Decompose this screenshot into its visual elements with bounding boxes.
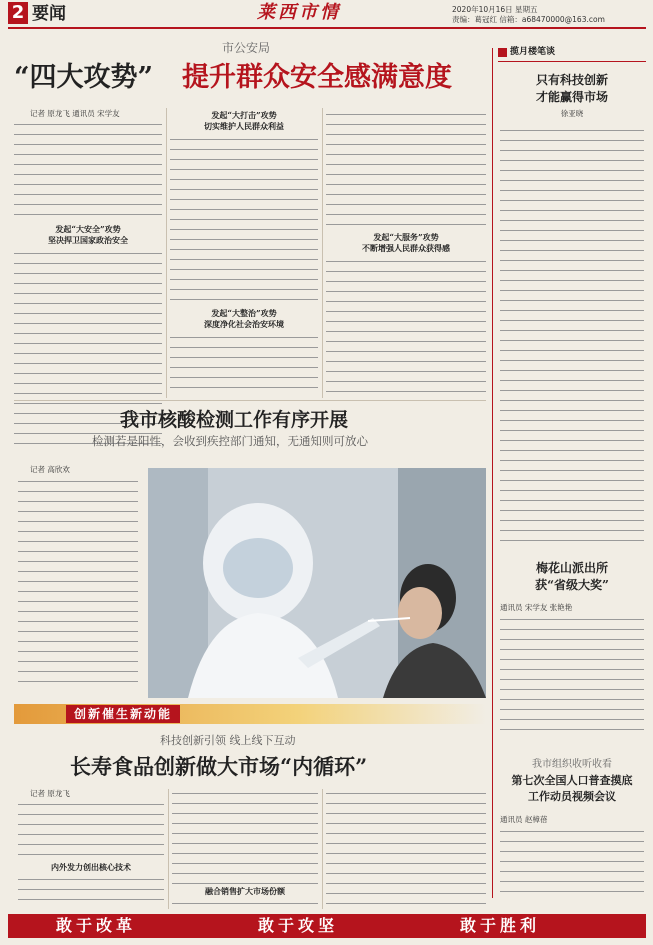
date-line: 2020年10月16日 星期五 — [452, 5, 538, 14]
nucleic-acid-test-photo — [148, 468, 486, 698]
article5-title-b: 工作动员视频会议 — [528, 790, 616, 803]
article3-title-b: 获“省级大奖” — [535, 578, 609, 592]
footer-slogan-3: 敢于胜利 — [460, 916, 541, 935]
section-name: 要闻 — [32, 4, 66, 24]
masthead-logo: 莱西市情 — [257, 2, 341, 23]
editor-line: 责编：葛冠红 信箱：a68470000@163.com — [452, 15, 605, 24]
footer-slogan-2: 敢于攻坚 — [258, 916, 339, 935]
article1-sub4-a: 发起“大服务”攻势 — [373, 232, 439, 242]
column-label-rule — [498, 61, 646, 62]
article2-text — [18, 477, 138, 687]
article1-col2-text-b — [170, 333, 318, 393]
column-text — [500, 126, 644, 546]
divider-v2 — [322, 108, 323, 398]
article1-col3-text-a — [326, 110, 486, 230]
article1-kicker: 市公安局 — [222, 41, 271, 55]
divider-v1 — [166, 108, 167, 398]
article2-top-rule — [14, 400, 486, 401]
article1-sub1-a: 发起“大安全”攻势 — [55, 224, 121, 234]
article2-subtitle: 检测若是阳性，会收到疾控部门通知，无通知则可放心 — [92, 434, 368, 448]
article1-sub3-a: 发起“大整治”攻势 — [211, 308, 277, 318]
article1-title-a: “四大攻势” — [14, 62, 154, 93]
article1-sub3-b: 深度净化社会治安环境 — [204, 319, 284, 329]
article3-byline: 通讯员 宋学友 张艳艳 — [500, 603, 573, 612]
column-author: 徐亚晓 — [560, 109, 584, 118]
article2-byline: 记者 高欣欢 — [30, 465, 70, 474]
article1-col3-text-b — [326, 257, 486, 393]
divider-v4 — [322, 789, 323, 909]
article5-title-a: 第七次全国人口普查摸底 — [511, 774, 633, 787]
article2-title: 我市核酸检测工作有序开展 — [120, 409, 349, 431]
article4-kicker: 科技创新引领 线上线下互动 — [160, 734, 296, 747]
divider-right-column — [492, 48, 493, 898]
article1-title-b: 提升群众安全感满意度 — [182, 62, 452, 93]
banner-label: 创新催生新动能 — [66, 705, 180, 723]
article1-sub2-b: 切实维护人民群众利益 — [204, 121, 284, 131]
article1-byline: 记者 原龙飞 通讯员 宋学友 — [30, 109, 120, 118]
article4-sub1: 内外发力创出核心技术 — [51, 862, 131, 872]
article5-text — [500, 827, 644, 897]
article1-sub4-b: 不断增强人民群众获得感 — [362, 243, 450, 253]
article4-col1-text-b — [18, 875, 164, 905]
page-number: 2 — [11, 2, 25, 23]
article1-sub1-b: 坚决捍卫国家政治安全 — [48, 235, 128, 245]
article4-title: 长寿食品创新做大市场“内循环” — [70, 754, 368, 779]
column-label-box — [498, 48, 507, 57]
article5-byline: 通讯员 赵樟蓓 — [500, 815, 548, 824]
article1-col2-text-a — [170, 135, 318, 305]
column-label: 揽月楼笔谈 — [510, 47, 556, 57]
article3-text — [500, 615, 644, 735]
article4-sub2: 融合销售扩大市场份额 — [205, 886, 285, 896]
article4-col2-text — [172, 789, 318, 884]
article5-kicker: 我市组织收听收看 — [532, 759, 612, 770]
footer-slogan-1: 敢于改革 — [56, 916, 137, 935]
article4-col1-text — [18, 800, 164, 860]
photo-illustration — [148, 468, 486, 698]
article1-col1-text-a — [14, 120, 162, 220]
column-title-b: 才能赢得市场 — [535, 90, 608, 104]
column-title-a: 只有科技创新 — [535, 73, 608, 87]
article4-col2-text-b — [172, 899, 318, 909]
article4-col3-text — [326, 789, 486, 909]
article3-title-a: 梅花山派出所 — [535, 561, 608, 575]
header-rule — [8, 27, 646, 29]
divider-v3 — [168, 789, 169, 909]
article1-sub2-a: 发起“大打击”攻势 — [211, 110, 277, 120]
article4-byline: 记者 原龙飞 — [30, 789, 70, 798]
